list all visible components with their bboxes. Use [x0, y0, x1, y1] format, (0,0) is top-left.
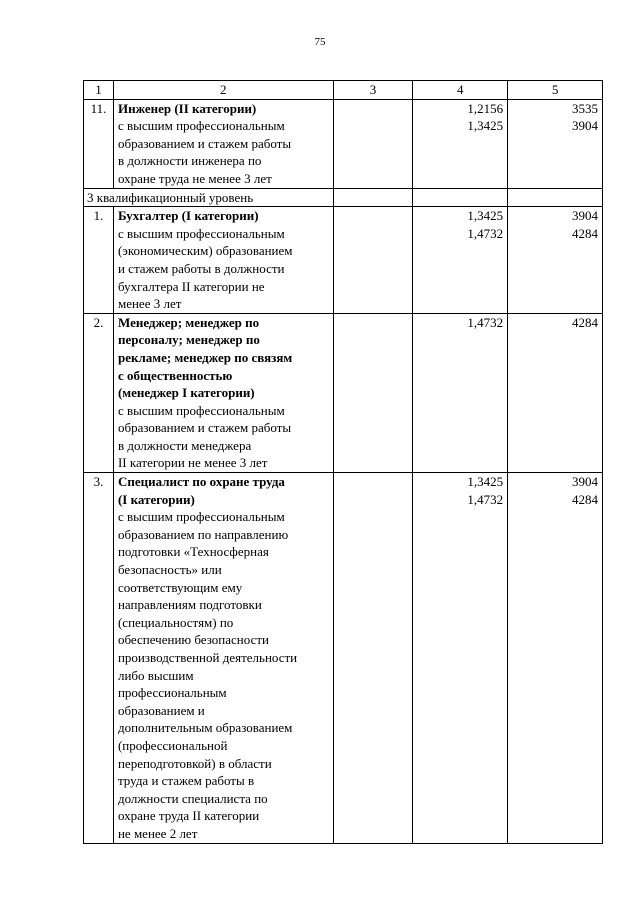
header-cell-4: 4 [413, 81, 508, 100]
table-header-row [84, 81, 603, 100]
row-number: 2. [84, 313, 114, 472]
position-cell [113, 99, 333, 188]
header-cell-5: 5 [508, 81, 603, 100]
position-desc-line: в должности инженера по [117, 153, 262, 169]
position-desc-line: и стажем работы в должности [117, 260, 285, 276]
position-title: с общественностью [117, 367, 233, 383]
position-desc-line: должности специалиста по [117, 790, 268, 806]
coefficient-cell [413, 207, 508, 314]
position-desc-line: производственной деятельности [117, 650, 298, 665]
position-title: Бухгалтер (I категории) [117, 208, 259, 224]
empty-cell [333, 188, 413, 207]
position-cell [113, 473, 333, 843]
header-cell-3: 3 [333, 81, 413, 100]
position-desc-line: образованием и стажем работы [117, 135, 292, 151]
position-desc-line: менее 3 лет [117, 296, 182, 312]
empty-cell [508, 188, 603, 207]
table-row [84, 313, 603, 472]
position-desc-line: дополнительным образованием [117, 720, 293, 736]
position-desc-line: с высшим профессиональным [117, 402, 285, 418]
row-number: 1. [84, 207, 114, 314]
position-desc-line: охране труда не менее 3 лет [117, 170, 272, 186]
position-desc-line: обеспечению безопасности [117, 632, 269, 648]
column-3-cell [333, 313, 413, 472]
position-title: (I категории) [117, 491, 195, 507]
header-cell-1: 1 [84, 81, 114, 100]
salary-cell [508, 207, 603, 314]
salary-value: 4284 [572, 491, 598, 507]
coefficient-value: 1,4732 [467, 314, 504, 330]
qualification-table [83, 80, 603, 844]
position-desc-line: не менее 2 лет [117, 825, 198, 841]
position-desc-line: безопасность» или [117, 562, 222, 578]
row-number: 11. [84, 99, 114, 188]
position-desc-line: либо высшим [117, 667, 194, 683]
position-desc-line: (экономическим) образованием [117, 243, 293, 259]
salary-value: 4284 [572, 225, 598, 241]
coefficient-cell [413, 473, 508, 843]
position-title: персоналу; менеджер по [117, 332, 260, 348]
coefficient-cell [413, 313, 508, 472]
position-desc-line: переподготовкой) в области [117, 755, 272, 771]
position-desc-line: образованием по направлению [117, 526, 289, 542]
position-desc-line: профессиональным [117, 685, 227, 701]
position-desc-line: с высшим профессиональным [117, 509, 285, 525]
position-desc-line: II категории не менее 3 лет [117, 455, 268, 471]
coefficient-value: 1,2156 [467, 100, 504, 116]
position-title: рекламе; менеджер по связям [117, 349, 293, 365]
position-desc-line: с высшим профессиональным [117, 225, 285, 241]
header-cell-2: 2 [113, 81, 333, 100]
position-desc-line: труда и стажем работы в [117, 773, 255, 789]
position-desc-line: (профессиональной [117, 737, 228, 753]
page-number: 75 [314, 36, 326, 48]
qualification-level-row [84, 188, 603, 207]
position-title: (менеджер I категории) [117, 385, 255, 401]
column-3-cell [333, 473, 413, 843]
position-desc-line: охране труда II категории [117, 808, 260, 824]
position-desc-line: в должности менеджера [117, 437, 252, 453]
column-3-cell [333, 207, 413, 314]
empty-cell [413, 188, 508, 207]
position-desc-line: с высшим профессиональным [117, 118, 285, 134]
table-row [84, 473, 603, 843]
coefficient-value: 1,3425 [467, 474, 504, 490]
qualification-level-label: 3 квалификационный уровень [84, 188, 334, 207]
salary-value: 3904 [572, 208, 598, 224]
salary-value: 3535 [572, 100, 598, 116]
coefficient-value: 1,4732 [467, 225, 504, 241]
table-row [84, 99, 603, 188]
salary-value: 3904 [572, 118, 598, 134]
position-desc-line: образованием и [117, 702, 205, 718]
position-title: Менеджер; менеджер по [117, 314, 260, 330]
coefficient-value: 1,3425 [467, 118, 504, 134]
salary-cell [508, 313, 603, 472]
position-desc-line: (специальностям) по [117, 614, 234, 630]
position-desc-line: подготовки «Техносферная [117, 544, 269, 560]
position-title: Инженер (II категории) [117, 100, 257, 116]
position-desc-line: бухгалтера II категории не [117, 278, 265, 294]
salary-value: 3904 [572, 474, 598, 490]
coefficient-cell [413, 99, 508, 188]
position-title: Специалист по охране труда [117, 474, 285, 490]
position-desc-line: образованием и стажем работы [117, 420, 292, 436]
salary-value: 4284 [572, 314, 598, 330]
position-desc-line: соответствующим ему [117, 579, 243, 595]
salary-cell [508, 99, 603, 188]
table-row [84, 207, 603, 314]
position-desc-line: направлениям подготовки [117, 597, 262, 613]
row-number: 3. [84, 473, 114, 843]
position-cell [113, 313, 333, 472]
coefficient-value: 1,3425 [467, 208, 504, 224]
salary-cell [508, 473, 603, 843]
column-3-cell [333, 99, 413, 188]
position-cell [113, 207, 333, 314]
coefficient-value: 1,4732 [467, 491, 504, 507]
